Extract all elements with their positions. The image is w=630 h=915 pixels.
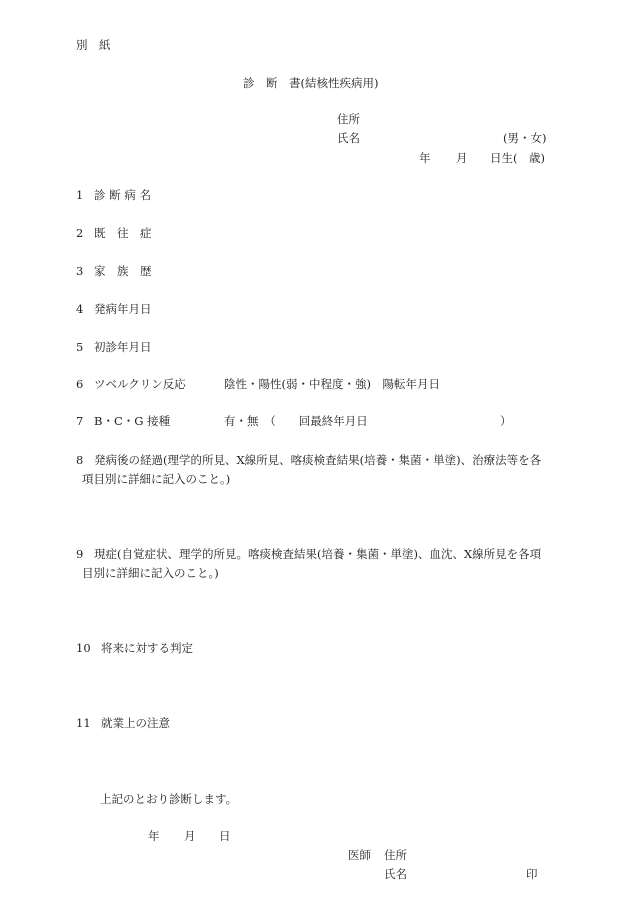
item-number: 10 bbox=[76, 641, 91, 655]
item-number: 5 bbox=[76, 340, 84, 354]
patient-name-label: 氏名 bbox=[337, 131, 360, 145]
birth-day-age-label: 日生( 歳) bbox=[490, 151, 545, 165]
bcg-close-paren: ） bbox=[500, 414, 512, 428]
doctor-title: 医師 bbox=[348, 848, 371, 862]
date-month-label: 月 bbox=[184, 829, 196, 843]
item-first-visit-label: 初診年月日 bbox=[94, 340, 152, 354]
attachment-label: 別 紙 bbox=[76, 38, 111, 52]
birth-month-label: 月 bbox=[456, 151, 468, 165]
item-number: 1 bbox=[76, 188, 84, 202]
patient-address-label: 住所 bbox=[337, 112, 360, 126]
item-tuberculin-label: ツベルクリン反応 bbox=[94, 377, 186, 391]
item-number: 9 bbox=[76, 547, 84, 561]
item-number: 6 bbox=[76, 377, 84, 391]
item-number: 8 bbox=[76, 453, 84, 467]
sex-choice: (男・女) bbox=[503, 131, 547, 145]
item-diagnosis-label: 診 断 病 名 bbox=[94, 188, 151, 202]
item-past-history-label: 既 往 症 bbox=[94, 226, 152, 240]
item-bcg-label: B・C・G 接種 bbox=[94, 414, 171, 428]
diagnosis-statement: 上記のとおり診断します。 bbox=[100, 792, 238, 806]
item-prognosis-label: 将来に対する判定 bbox=[101, 641, 193, 655]
doctor-address-label: 住所 bbox=[384, 848, 407, 862]
item-number: 4 bbox=[76, 302, 84, 316]
seal-mark: 印 bbox=[526, 867, 538, 881]
tuberculin-value: 陰性・陽性(弱・中程度・強) 陽転年月日 bbox=[224, 377, 440, 391]
item-progress-label-cont: 項目別に詳細に記入のこと。) bbox=[82, 472, 231, 486]
item-family-history-label: 家 族 歴 bbox=[94, 264, 152, 278]
doctor-name-label: 氏名 bbox=[384, 867, 407, 881]
item-present-symptoms-label-cont: 目別に詳細に記入のこと。) bbox=[82, 566, 219, 580]
bcg-value: 有・無 （ 回最終年月日 bbox=[224, 414, 368, 428]
item-onset-date-label: 発病年月日 bbox=[94, 302, 152, 316]
item-work-notes-label: 就業上の注意 bbox=[101, 716, 170, 730]
item-progress-label: 発病後の経過(理学的所見、X線所見、喀痰検査結果(培養・集菌・単塗)、治療法等を各 bbox=[94, 453, 542, 467]
item-number: 3 bbox=[76, 264, 84, 278]
birth-year-label: 年 bbox=[419, 151, 431, 165]
date-year-label: 年 bbox=[148, 829, 160, 843]
item-number: 2 bbox=[76, 226, 84, 240]
document-title: 診 断 書(結核性疾病用) bbox=[243, 76, 379, 90]
item-number: 11 bbox=[76, 716, 91, 730]
date-day-label: 日 bbox=[219, 829, 231, 843]
item-present-symptoms-label: 現症(自覚症状、理学的所見。喀痰検査結果(培養・集菌・単塗)、血沈、X線所見を各項 bbox=[94, 547, 542, 561]
item-number: 7 bbox=[76, 414, 84, 428]
